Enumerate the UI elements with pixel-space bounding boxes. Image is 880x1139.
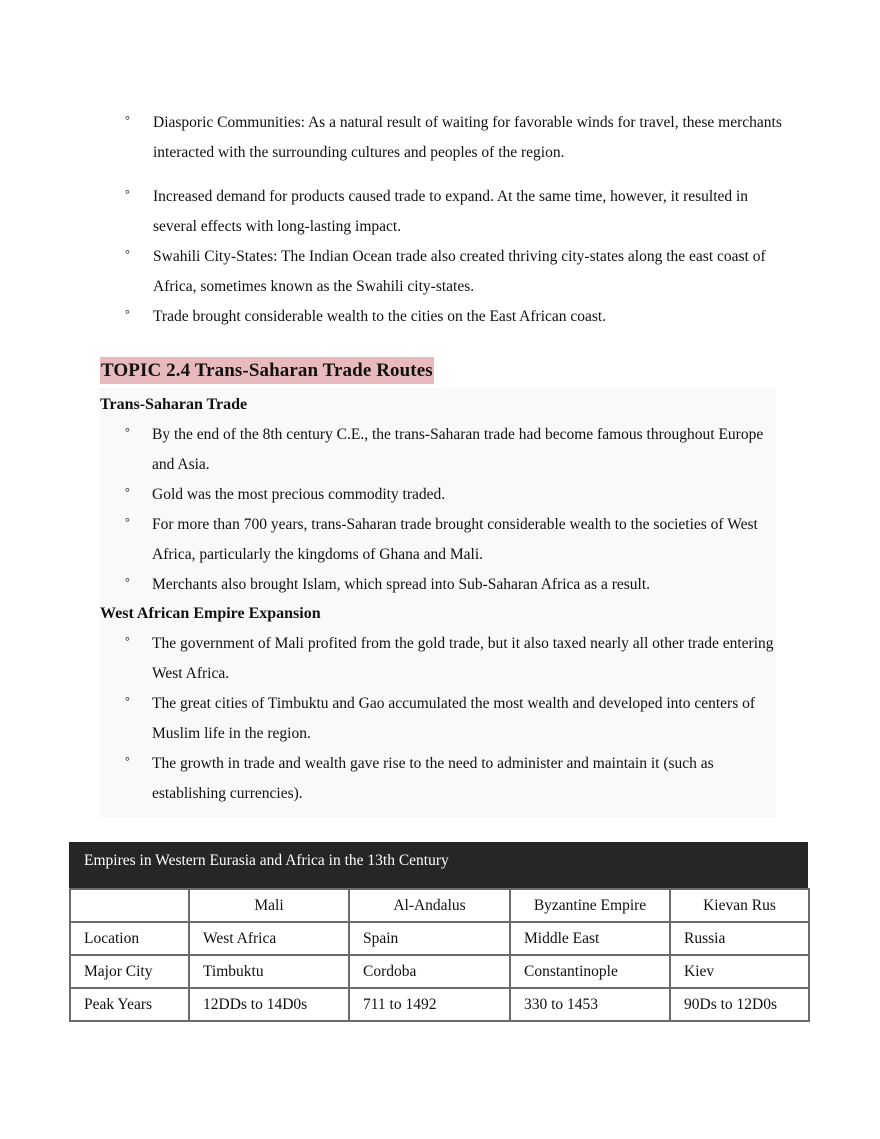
- table-title: Empires in Western Eurasia and Africa in the 13th Century: [69, 842, 808, 888]
- column-header: [70, 889, 189, 922]
- list-item: [0, 420, 880, 480]
- table-cell: 12DDs to 14D0s: [189, 988, 349, 1021]
- table-cell: Spain: [349, 922, 510, 955]
- bullet-icon: °: [125, 634, 130, 648]
- bullet-icon: °: [125, 247, 130, 261]
- table-cell: 90Ds to 12D0s: [670, 988, 809, 1021]
- list-item: [0, 108, 880, 168]
- table-row: [70, 922, 809, 955]
- column-header: Al-Andalus: [349, 889, 510, 922]
- row-label-cell: Location: [70, 922, 189, 955]
- topic-heading: TOPIC 2.4 Trans-Saharan Trade Routes: [100, 357, 434, 384]
- list-item: [0, 302, 880, 326]
- bullet-text: Diasporic Communities: As a natural result of waiting for favorable winds for travel, these merchants interacted with the surrounding cultures and peoples of the region.: [153, 114, 782, 161]
- bullet-text: The great cities of Timbuktu and Gao accumulated the most wealth and developed into centers of Muslim life in the region.: [152, 695, 756, 742]
- list-item: [0, 242, 880, 302]
- west-african-bullet-list: [0, 629, 880, 809]
- bullet-text: For more than 700 years, trans-Saharan trade brought considerable wealth to the societies of West Africa, particularly the kingdoms of Ghana and Mali.: [152, 516, 758, 563]
- bullet-icon: °: [125, 113, 130, 127]
- table-cell: West Africa: [189, 922, 349, 955]
- table-cell: Middle East: [510, 922, 670, 955]
- bullet-icon: °: [125, 694, 130, 708]
- bullet-icon: °: [125, 754, 130, 768]
- bullet-text: The growth in trade and wealth gave rise to the need to administer and maintain it (such as establishing currencies).: [152, 755, 714, 802]
- bullet-icon: °: [125, 515, 130, 529]
- bullet-icon: °: [125, 187, 130, 201]
- bullet-text: The government of Mali profited from the gold trade, but it also taxed nearly all other trade entering West Africa.: [152, 635, 774, 682]
- row-label-cell: Major City: [70, 955, 189, 988]
- table-header-row: [70, 889, 809, 922]
- table-cell: 330 to 1453: [510, 988, 670, 1021]
- bullet-text: Increased demand for products caused trade to expand. At the same time, however, it resulted in several effects with long-lasting impact.: [153, 188, 749, 235]
- table-cell: Russia: [670, 922, 809, 955]
- trans-saharan-heading: Trans-Saharan Trade: [100, 396, 248, 413]
- table-row: [70, 955, 809, 988]
- list-item: [0, 182, 880, 242]
- bullet-text: Merchants also brought Islam, which spread into Sub-Saharan Africa as a result.: [152, 576, 651, 593]
- column-header: Byzantine Empire: [510, 889, 670, 922]
- bullet-icon: °: [125, 485, 130, 499]
- table-cell: Kiev: [670, 955, 809, 988]
- west-african-heading: West African Empire Expansion: [100, 605, 321, 622]
- empire-table-container: [69, 842, 808, 1022]
- list-item: [0, 570, 880, 600]
- list-item: [0, 749, 880, 809]
- table-cell: 711 to 1492: [349, 988, 510, 1021]
- empire-table: [69, 888, 810, 1022]
- trans-saharan-bullet-list: [0, 420, 880, 600]
- bullet-icon: °: [125, 307, 130, 321]
- bullet-text: Swahili City-States: The Indian Ocean trade also created thriving city-states along the east coast of Africa, sometimes known as the Swahili city-states.: [153, 248, 766, 295]
- bullet-icon: °: [125, 575, 130, 589]
- indian-ocean-bullet-list: [0, 108, 880, 326]
- bullet-text: Trade brought considerable wealth to the cities on the East African coast.: [153, 308, 607, 325]
- bullet-text: Gold was the most precious commodity traded.: [152, 486, 446, 503]
- list-item: [0, 689, 880, 749]
- row-label-cell: Peak Years: [70, 988, 189, 1021]
- bullet-text: By the end of the 8th century C.E., the trans-Saharan trade had become famous throughout Europe and Asia.: [152, 426, 764, 473]
- list-item: [0, 480, 880, 510]
- list-item: [0, 510, 880, 570]
- list-item: [0, 629, 880, 689]
- bullet-icon: °: [125, 425, 130, 439]
- table-cell: Constantinople: [510, 955, 670, 988]
- column-header: Kievan Rus: [670, 889, 809, 922]
- column-header: Mali: [189, 889, 349, 922]
- table-row: [70, 988, 809, 1021]
- table-cell: Cordoba: [349, 955, 510, 988]
- table-cell: Timbuktu: [189, 955, 349, 988]
